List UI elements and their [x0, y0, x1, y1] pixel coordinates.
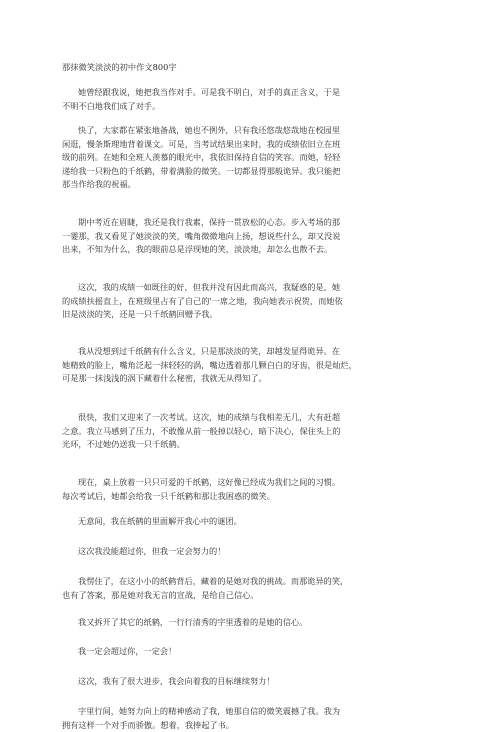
paragraph-line: 光环，不过她仍送我一只千纸鹤。 — [62, 438, 442, 452]
paragraph — [62, 86, 442, 113]
paragraph-line: 我一定会超过你，一定会！ — [62, 645, 442, 659]
document-title: 那抹微笑淡淡的初中作文800字 — [62, 62, 177, 73]
paragraph — [62, 345, 442, 386]
paragraph — [62, 645, 442, 659]
paragraph — [62, 281, 442, 322]
paragraph — [62, 216, 442, 257]
paragraph-line: 可是那一抹浅浅的涡下藏着什么秘密，我就无从得知了。 — [62, 372, 442, 386]
paragraph-line: 旧是淡淡的笑，还是一只千纸鹤回赠予我。 — [62, 308, 442, 322]
paragraph-line: 我又拆开了其它的纸鹤，一行行清秀的字里透着的是她的信心。 — [62, 616, 442, 630]
paragraph-line: 很快，我们又迎来了一次考试。这次，她的成绩与我相差无几，大有赶超 — [62, 411, 442, 425]
paragraph-line: 每次考试后，她都会给我一只千纸鹤和那让我困惑的微笑。 — [62, 490, 442, 504]
paragraph — [62, 616, 442, 630]
paragraph-line: 快了，大家都在紧张地备战，她也不例外，只有我还悠哉悠哉地在校园里 — [62, 124, 442, 138]
paragraph-line: 级的前列。在她和全班人羡慕的眼光中，我依旧保持自信的笑容。而她，轻轻 — [62, 151, 442, 165]
paragraph-line: 一霎那，我又看见了她淡淡的笑，嘴角微微地向上扬，想说些什么，却又没说 — [62, 230, 442, 244]
paragraph — [62, 411, 442, 452]
paragraph-line: 之意。我立马感到了压力，不敢像从前一般掉以轻心，暗下决心，保住头上的 — [62, 425, 442, 439]
paragraph-line: 这次，我的成绩一如既往的好，但我并没有因此而高兴，我疑惑的是，她 — [62, 281, 442, 295]
paragraph — [62, 545, 442, 559]
paragraph-line: 这次，我有了很大进步，我会向着我的目标继续努力！ — [62, 675, 442, 689]
paragraph — [62, 675, 442, 689]
paragraph-line: 现在，桌上放着一只只可爱的千纸鹤，这好像已经成为我们之间的习惯。 — [62, 476, 442, 490]
paragraph — [62, 575, 442, 602]
paragraph — [62, 705, 442, 732]
paragraph-line: 她曾经跟我说，她把我当作对手。可是我不明白，对手的真正含义，于是 — [62, 86, 442, 100]
paragraph-line: 无意间，我在纸鹤的里面解开我心中的谜团。 — [62, 515, 442, 529]
paragraph-line: 递给我一只粉色的千纸鹤，带着满脸的微笑。一切都显得那般诡异。我只能把 — [62, 165, 442, 179]
paragraph-line: 出来，不知为什么，我的眼前总是浮现她的笑，淡淡地，却怎么也散不去。 — [62, 243, 442, 257]
paragraph-line: 的成绩扶摇直上，在班级里占有了自己的'一席之地，我向她表示祝贺，而她依 — [62, 295, 442, 309]
paragraph-line: 也有了答案，那是她对我无言的宣战，是给自己信心。 — [62, 589, 442, 603]
paragraph-line: 拥有这样一个对手而骄傲。想着，我捧起了书。 — [62, 719, 442, 732]
paragraph-line: 字里行间，她努力向上的精神感动了我，她那自信的微笑震撼了我。我为 — [62, 705, 442, 719]
paragraph-line: 不明不白地我们成了对手。 — [62, 100, 442, 114]
paragraph — [62, 476, 442, 503]
paragraph-line: 期中考近在眉睫，我还是我行我素，保持一贯放松的心态。步入考场的那 — [62, 216, 442, 230]
paragraph-line: 闲逛，慢条斯理地背着课文。可是，当考试结果出来时，我的成绩依旧立在班 — [62, 138, 442, 152]
paragraph-line: 那当作给我的祝福。 — [62, 178, 442, 192]
paragraph — [62, 124, 442, 192]
paragraph — [62, 515, 442, 529]
paragraph-line: 我从没想到过千纸鹤有什么含义，只是那淡淡的笑，却越发显得诡异。在 — [62, 345, 442, 359]
paragraph-line: 她精致的脸上，嘴角泛起一抹轻轻的涡，嘴边透着那几颗白白的牙齿，很是灿烂， — [62, 359, 442, 373]
paragraph-line: 我愣住了，在这小小的纸鹤背后，藏着的是她对我的挑战。而那诡异的笑， — [62, 575, 442, 589]
paragraph-line: 这次我没能超过你，但我一定会努力的！ — [62, 545, 442, 559]
